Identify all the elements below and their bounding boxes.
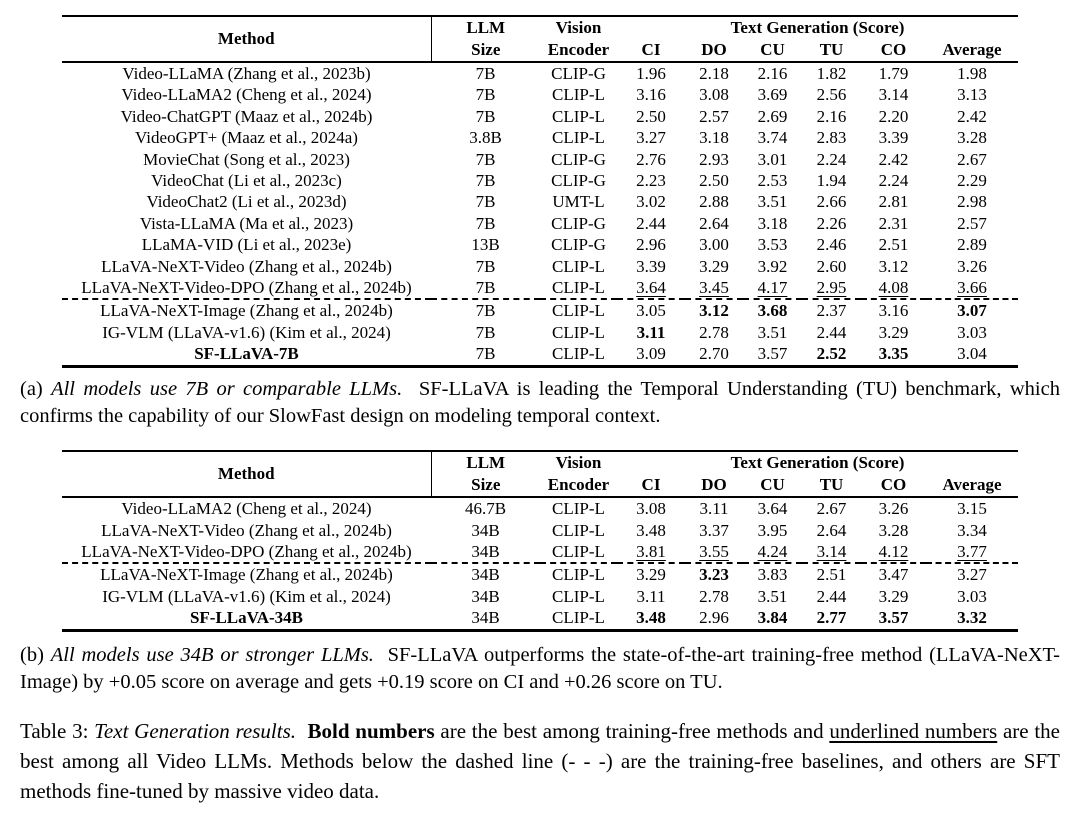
score-cell: 3.13 bbox=[957, 85, 987, 105]
header-line: Size bbox=[471, 40, 501, 59]
score-cell: 3.69 bbox=[757, 85, 788, 105]
method-cell: SF-LLaVA-7B bbox=[194, 344, 299, 364]
score-cell: 2.24 bbox=[878, 171, 909, 191]
method-cell: IG-VLM (LLaVA-v1.6) (Kim et al., 2024) bbox=[102, 586, 391, 606]
column-header-ci: CI bbox=[617, 474, 685, 497]
table-row bbox=[62, 106, 1018, 127]
column-header-llm-size bbox=[431, 451, 540, 497]
table-row bbox=[62, 256, 1018, 277]
score-cell: 3.18 bbox=[757, 213, 788, 233]
llm-size-cell: 34B bbox=[471, 520, 500, 540]
score-cell: 2.96 bbox=[636, 235, 666, 255]
table-row bbox=[62, 343, 1018, 366]
table-row bbox=[62, 62, 1018, 84]
column-header-method: Method bbox=[62, 451, 431, 497]
llm-size-cell: 34B bbox=[471, 586, 500, 606]
score-cell: 3.09 bbox=[636, 344, 666, 364]
score-cell: 3.29 bbox=[878, 322, 909, 342]
score-cell: 2.24 bbox=[816, 149, 847, 169]
score-cell: 3.26 bbox=[957, 256, 987, 276]
text-segment: All models use 7B or comparable LLMs. bbox=[51, 377, 403, 400]
method-cell: LLaVA-NeXT-Video-DPO (Zhang et al., 2024b) bbox=[81, 542, 412, 561]
score-cell: 3.68 bbox=[743, 299, 802, 321]
score-cell: 2.31 bbox=[878, 213, 909, 233]
encoder-cell: CLIP-G bbox=[551, 213, 606, 233]
encoder-cell: CLIP-G bbox=[551, 149, 606, 169]
header-line: Encoder bbox=[547, 475, 610, 495]
table-row bbox=[62, 191, 1018, 212]
encoder-cell: CLIP-L bbox=[552, 499, 605, 519]
encoder-cell: CLIP-L bbox=[552, 520, 605, 540]
llm-size-cell: 34B bbox=[471, 542, 500, 561]
score-cell: 3.01 bbox=[757, 149, 788, 169]
score-cell: 3.04 bbox=[957, 344, 987, 364]
column-group-header-text-generation: Text Generation (Score) bbox=[730, 18, 905, 37]
score-cell: 2.50 bbox=[699, 171, 729, 191]
table-row bbox=[62, 127, 1018, 148]
score-cell: 2.64 bbox=[699, 213, 729, 233]
score-cell: 3.83 bbox=[743, 563, 802, 585]
encoder-cell: CLIP-L bbox=[552, 256, 605, 276]
llm-size-cell: 7B bbox=[431, 299, 540, 321]
encoder-cell: CLIP-L bbox=[552, 85, 605, 105]
header-line: LLM bbox=[466, 18, 506, 37]
score-cell: 2.66 bbox=[816, 192, 847, 212]
header-line: LLM bbox=[466, 453, 506, 473]
score-cell: 3.66 bbox=[957, 278, 987, 298]
column-header-cu: CU bbox=[743, 39, 802, 62]
score-cell: 3.64 bbox=[757, 499, 788, 519]
score-cell: 3.55 bbox=[699, 542, 729, 561]
encoder-cell: CLIP-G bbox=[551, 235, 606, 255]
score-cell: 3.92 bbox=[757, 256, 788, 276]
score-cell: 2.16 bbox=[757, 64, 788, 83]
text-segment: are the best among training-free methods and bbox=[434, 719, 830, 744]
score-cell: 3.02 bbox=[636, 192, 666, 212]
table-row bbox=[62, 149, 1018, 170]
method-cell: Video-LLaMA2 (Cheng et al., 2024) bbox=[121, 499, 372, 519]
table-row bbox=[62, 170, 1018, 191]
method-cell: LLaVA-NeXT-Video-DPO (Zhang et al., 2024b) bbox=[81, 278, 412, 298]
score-cell: 2.60 bbox=[816, 256, 847, 276]
score-cell: 1.82 bbox=[816, 64, 847, 83]
score-cell: 3.57 bbox=[757, 344, 788, 364]
table-body bbox=[62, 62, 1018, 366]
score-cell: 2.96 bbox=[699, 608, 729, 628]
llm-size-cell: 34B bbox=[431, 563, 540, 585]
llm-size-cell: 3.8B bbox=[469, 128, 502, 148]
text-segment: Text Generation results. bbox=[94, 719, 297, 744]
llm-size-cell: 7B bbox=[475, 344, 496, 364]
score-cell: 3.57 bbox=[878, 608, 909, 628]
score-cell: 3.18 bbox=[699, 128, 729, 148]
score-cell: 3.03 bbox=[957, 586, 987, 606]
encoder-cell: CLIP-L bbox=[552, 344, 605, 364]
score-cell: 3.28 bbox=[957, 128, 987, 148]
score-cell: 1.79 bbox=[878, 64, 909, 83]
method-cell: IG-VLM (LLaVA-v1.6) (Kim et al., 2024) bbox=[102, 322, 391, 342]
encoder-cell: CLIP-G bbox=[551, 171, 606, 191]
header-line: Vision bbox=[555, 18, 602, 37]
score-cell: 3.05 bbox=[617, 299, 685, 321]
score-cell: 3.47 bbox=[861, 563, 926, 585]
score-cell: 2.44 bbox=[636, 213, 666, 233]
score-cell: 3.08 bbox=[636, 499, 666, 519]
encoder-cell: CLIP-L bbox=[540, 299, 617, 321]
score-cell: 2.18 bbox=[699, 64, 729, 83]
column-header-cu: CU bbox=[743, 474, 802, 497]
llm-size-cell: 7B bbox=[475, 192, 496, 212]
text-segment bbox=[296, 719, 308, 743]
score-cell: 3.29 bbox=[878, 586, 909, 606]
score-cell: 2.16 bbox=[816, 106, 847, 126]
score-cell: 1.96 bbox=[636, 64, 666, 83]
llm-size-cell: 7B bbox=[475, 256, 496, 276]
llm-size-cell: 7B bbox=[475, 106, 496, 126]
table-body bbox=[62, 497, 1018, 630]
score-cell: 3.08 bbox=[699, 85, 729, 105]
score-cell: 2.95 bbox=[816, 278, 847, 298]
score-cell: 3.35 bbox=[878, 344, 909, 364]
score-cell: 2.52 bbox=[816, 344, 847, 364]
llm-size-cell: 34B bbox=[471, 608, 500, 628]
score-cell: 1.98 bbox=[957, 64, 987, 83]
text-segment: SF-LLaVA is leading the Temporal Understanding (TU) benchmark, which confirms the capability of our SlowFast design on modeling temporal context. bbox=[20, 377, 1060, 427]
score-cell: 3.16 bbox=[861, 299, 926, 321]
score-cell: 3.26 bbox=[878, 499, 909, 519]
encoder-cell: CLIP-L bbox=[552, 128, 605, 148]
score-cell: 3.12 bbox=[878, 256, 909, 276]
encoder-cell: CLIP-L bbox=[552, 322, 605, 342]
paper-page bbox=[0, 15, 1080, 819]
method-cell: LLaMA-VID (Li et al., 2023e) bbox=[141, 235, 352, 255]
text-segment: Table 3: bbox=[20, 719, 95, 744]
column-group-header-text-generation: Text Generation (Score) bbox=[730, 453, 905, 473]
text-segment: Bold numbers bbox=[307, 719, 435, 744]
score-cell: 2.46 bbox=[816, 235, 847, 255]
column-header-llm-size bbox=[431, 16, 540, 62]
score-cell: 3.00 bbox=[699, 235, 729, 255]
text-segment: (b) bbox=[20, 643, 51, 666]
score-cell: 2.50 bbox=[636, 106, 666, 126]
encoder-cell: CLIP-L bbox=[552, 106, 605, 126]
score-cell: 2.83 bbox=[816, 128, 847, 148]
score-cell: 3.77 bbox=[957, 542, 987, 561]
table-row bbox=[62, 563, 1018, 585]
method-cell: Video-LLaMA2 (Cheng et al., 2024) bbox=[121, 85, 372, 105]
score-cell: 2.77 bbox=[816, 608, 847, 628]
method-cell: Vista-LLaMA (Ma et al., 2023) bbox=[139, 213, 354, 233]
score-cell: 2.67 bbox=[816, 499, 847, 519]
text-segment: are the best among all Video LLMs. Methods below the dashed line (- - -) are the training-free baselines, and others are SFT methods fine-tuned by massive video data. bbox=[20, 719, 1061, 804]
encoder-cell: CLIP-G bbox=[551, 64, 606, 83]
score-cell: 2.56 bbox=[816, 85, 847, 105]
text-segment: (a) bbox=[20, 377, 52, 400]
llm-size-cell: 7B bbox=[475, 171, 496, 191]
encoder-cell: CLIP-L bbox=[552, 278, 605, 298]
score-cell: 4.17 bbox=[757, 278, 788, 298]
score-cell: 3.14 bbox=[878, 85, 909, 105]
score-cell: 3.51 bbox=[757, 322, 788, 342]
score-cell: 4.24 bbox=[757, 542, 788, 561]
score-cell: 3.45 bbox=[699, 278, 729, 298]
results-table-34b bbox=[62, 450, 1018, 631]
score-cell: 2.42 bbox=[957, 106, 987, 126]
score-cell: 2.69 bbox=[757, 106, 788, 126]
method-cell: Video-ChatGPT (Maaz et al., 2024b) bbox=[120, 106, 373, 126]
score-cell: 2.20 bbox=[878, 106, 909, 126]
encoder-cell: CLIP-L bbox=[552, 542, 605, 561]
header-line: Vision bbox=[555, 453, 602, 473]
score-cell: 3.81 bbox=[636, 542, 666, 561]
column-header-do: DO bbox=[685, 474, 743, 497]
score-cell: 2.57 bbox=[699, 106, 729, 126]
score-cell: 2.64 bbox=[816, 520, 847, 540]
table-row bbox=[62, 541, 1018, 563]
column-header-vision-encoder bbox=[540, 16, 617, 62]
method-cell: VideoChat (Li et al., 2023c) bbox=[151, 171, 342, 191]
method-cell: LLaVA-NeXT-Image (Zhang et al., 2024b) bbox=[62, 299, 431, 321]
score-cell: 3.95 bbox=[757, 520, 788, 540]
table-row bbox=[62, 84, 1018, 105]
method-cell: VideoGPT+ (Maaz et al., 2024a) bbox=[135, 128, 358, 148]
score-cell: 4.08 bbox=[878, 278, 909, 298]
score-cell: 3.28 bbox=[878, 520, 909, 540]
method-cell: LLaVA-NeXT-Video (Zhang et al., 2024b) bbox=[101, 520, 392, 540]
encoder-cell: CLIP-L bbox=[552, 608, 605, 628]
score-cell: 2.67 bbox=[957, 149, 987, 169]
score-cell: 3.23 bbox=[685, 563, 743, 585]
score-cell: 3.37 bbox=[699, 520, 729, 540]
table-row bbox=[62, 299, 1018, 321]
score-cell: 2.89 bbox=[957, 235, 987, 255]
score-cell: 3.16 bbox=[636, 85, 666, 105]
score-cell: 3.53 bbox=[757, 235, 788, 255]
score-cell: 3.48 bbox=[636, 520, 666, 540]
score-cell: 3.39 bbox=[636, 256, 666, 276]
method-cell: SF-LLaVA-34B bbox=[189, 608, 304, 628]
score-cell: 3.64 bbox=[636, 278, 666, 298]
header-line: Size bbox=[471, 475, 501, 495]
score-cell: 3.51 bbox=[757, 586, 788, 606]
method-cell: Video-LLaMA (Zhang et al., 2023b) bbox=[122, 64, 371, 83]
score-cell: 2.53 bbox=[757, 171, 788, 191]
table-header bbox=[62, 16, 1018, 62]
score-cell: 3.32 bbox=[957, 608, 987, 628]
score-cell: 2.76 bbox=[636, 149, 666, 169]
method-cell: LLaVA-NeXT-Image (Zhang et al., 2024b) bbox=[62, 563, 431, 585]
column-header-do: DO bbox=[685, 39, 743, 62]
score-cell: 3.74 bbox=[757, 128, 788, 148]
table-row bbox=[62, 277, 1018, 299]
subcaption-a bbox=[20, 376, 1060, 430]
score-cell: 2.37 bbox=[802, 299, 861, 321]
score-cell: 2.51 bbox=[802, 563, 861, 585]
score-cell: 3.15 bbox=[957, 499, 987, 519]
column-header-average: Average bbox=[926, 39, 1018, 62]
table-row bbox=[62, 520, 1018, 541]
method-cell: VideoChat2 (Li et al., 2023d) bbox=[146, 192, 347, 212]
encoder-cell: UMT-L bbox=[552, 192, 605, 212]
score-cell: 3.11 bbox=[636, 322, 666, 342]
score-cell: 2.70 bbox=[699, 344, 729, 364]
table-row bbox=[62, 213, 1018, 234]
score-cell: 2.78 bbox=[699, 322, 729, 342]
llm-size-cell: 13B bbox=[471, 235, 500, 255]
llm-size-cell: 7B bbox=[475, 213, 496, 233]
score-cell: 3.27 bbox=[636, 128, 666, 148]
encoder-cell: CLIP-L bbox=[540, 563, 617, 585]
score-cell: 3.14 bbox=[816, 542, 847, 561]
text-segment: underlined numbers bbox=[829, 719, 998, 744]
column-header-co: CO bbox=[861, 39, 926, 62]
score-cell: 3.51 bbox=[757, 192, 788, 212]
llm-size-cell: 7B bbox=[475, 278, 496, 298]
subcaption-b bbox=[20, 642, 1060, 696]
score-cell: 2.42 bbox=[878, 149, 909, 169]
score-cell: 4.12 bbox=[878, 542, 909, 561]
text-segment: SF-LLaVA outperforms the state-of-the-art training-free method (LLaVA-NeXT-Image) by +0.05 score on average and gets +0.19 score on CI and +0.26 score on TU. bbox=[20, 643, 1061, 693]
column-header-vision-encoder bbox=[540, 451, 617, 497]
score-cell: 3.11 bbox=[636, 586, 666, 606]
score-cell: 2.23 bbox=[636, 171, 666, 191]
llm-size-cell: 46.7B bbox=[464, 499, 507, 519]
score-cell: 2.57 bbox=[957, 213, 987, 233]
encoder-cell: CLIP-L bbox=[552, 586, 605, 606]
score-cell: 3.12 bbox=[685, 299, 743, 321]
column-header-method: Method bbox=[62, 16, 431, 62]
score-cell: 3.48 bbox=[636, 608, 666, 628]
table-row bbox=[62, 607, 1018, 630]
score-cell: 2.98 bbox=[957, 192, 987, 212]
llm-size-cell: 7B bbox=[475, 149, 496, 169]
score-cell: 1.94 bbox=[816, 171, 847, 191]
score-cell: 3.11 bbox=[699, 499, 729, 519]
score-cell: 2.78 bbox=[699, 586, 729, 606]
score-cell: 2.29 bbox=[957, 171, 987, 191]
llm-size-cell: 7B bbox=[475, 85, 496, 105]
score-cell: 2.93 bbox=[699, 149, 729, 169]
score-cell: 3.84 bbox=[757, 608, 788, 628]
score-cell: 3.03 bbox=[957, 322, 987, 342]
score-cell: 2.44 bbox=[816, 586, 847, 606]
method-cell: LLaVA-NeXT-Video (Zhang et al., 2024b) bbox=[101, 256, 392, 276]
column-header-co: CO bbox=[861, 474, 926, 497]
llm-size-cell: 7B bbox=[475, 64, 496, 83]
score-cell: 3.34 bbox=[957, 520, 987, 540]
table-row bbox=[62, 497, 1018, 519]
column-header-average: Average bbox=[926, 474, 1018, 497]
score-cell: 2.81 bbox=[878, 192, 909, 212]
column-header-ci: CI bbox=[617, 39, 685, 62]
table-caption bbox=[20, 716, 1060, 806]
text-segment: All models use 34B or stronger LLMs. bbox=[50, 643, 374, 666]
table-row bbox=[62, 234, 1018, 255]
table-header bbox=[62, 451, 1018, 497]
score-cell: 3.07 bbox=[926, 299, 1018, 321]
score-cell: 2.44 bbox=[816, 322, 847, 342]
score-cell: 3.27 bbox=[926, 563, 1018, 585]
column-header-tu: TU bbox=[802, 474, 861, 497]
score-cell: 2.26 bbox=[816, 213, 847, 233]
table-row bbox=[62, 586, 1018, 607]
header-line: Encoder bbox=[547, 40, 610, 59]
table-row bbox=[62, 322, 1018, 343]
score-cell: 3.39 bbox=[878, 128, 909, 148]
column-header-tu: TU bbox=[802, 39, 861, 62]
score-cell: 3.29 bbox=[699, 256, 729, 276]
score-cell: 2.88 bbox=[699, 192, 729, 212]
score-cell: 3.29 bbox=[617, 563, 685, 585]
score-cell: 2.51 bbox=[878, 235, 909, 255]
method-cell: MovieChat (Song et al., 2023) bbox=[143, 149, 350, 169]
llm-size-cell: 7B bbox=[475, 322, 496, 342]
results-table-7b bbox=[62, 15, 1018, 368]
